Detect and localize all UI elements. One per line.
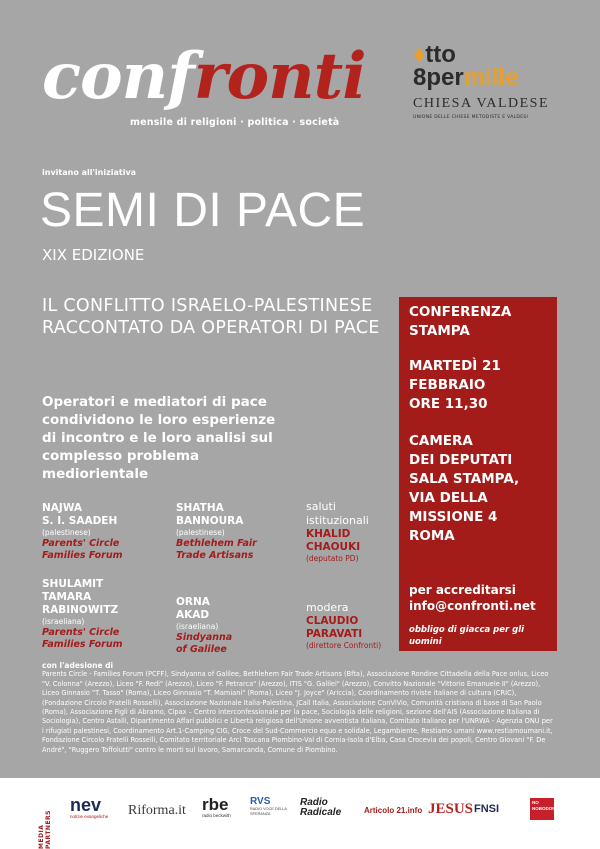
greetings-block: saluti istituzionali KHALID CHAOUKI (deputato PD): [306, 500, 369, 563]
partner-articolo21-logo: Articolo 21.info: [364, 806, 423, 815]
flame-icon: ♦: [413, 41, 426, 68]
invite-text: invitano all'iniziativa: [42, 168, 137, 177]
partner-riforma-logo: Riforma.it: [128, 803, 186, 818]
partner-nobodonne-logo: NO NOBODONNE: [530, 798, 554, 820]
partner-rvs-logo: RVS RADIO VOCE DELLA SPERANZA: [250, 796, 287, 816]
church-subtitle: UNIONE DELLE CHIESE METODISTE E VALDESI: [413, 115, 529, 120]
ottopermille-logo: ♦tto 8permille CHIESA VALDESE UNIONE DELLE CHIESE METODISTE E VALDESI: [413, 41, 550, 120]
logo-tagline: mensile di religioni · politica · società: [130, 117, 340, 128]
partner-fnsi-logo: FNSI: [474, 803, 500, 815]
media-partners-label: MEDIA PARTNERS: [38, 810, 52, 849]
partner-nev-logo: nev notizie evangeliche: [70, 795, 109, 819]
press-title: CONFERENZA STAMPA: [409, 304, 512, 339]
partner-jesus-logo: JESUS: [428, 801, 474, 817]
press-date: MARTEDÌ 21 FEBBRAIO ORE 11,30: [409, 358, 501, 412]
accreditation: per accreditarsi info@confronti.net: [409, 582, 547, 614]
speaker-rabinowitz: SHULAMIT TAMARA RABINOWITZ (israeliana) Parents' Circle Families Forum: [42, 578, 123, 650]
accreditation-email[interactable]: info@confronti.net: [409, 599, 536, 613]
event-edition: XIX EDIZIONE: [42, 246, 145, 264]
adhesion-list: con l'adesione di Parents Circle - Families Forum (PCFF), Sindyanna of Galilee, Bethlehem Fair Trade Artisans (Bfta), Associazione Rondine Cittadella della Pace onlus, Liceo "V. Colonna" (Arezzo), Liceo "F. Redi" (Arezzo), Liceo "F. Petrarca" (Arezzo), ITIS "G. Galilei" (Arezzo), Convitto Nazionale "Vittorio Emanuele II" (Arezzo), Liceo Ginnasio "T. Tasso" (Roma), Liceo Ginnasio "T. Mamiani" (Roma), Liceo "J. Joyce" (Ariccia), Coordinamento riviste italiane di cultura (CRIC), (Fondazione Circolo Fratelli Rosselli), Associazione Nazionale Italia-Palestina, JCall Italia, Associazione ConViVio, Comunità cristiana di base di San Paolo (Roma), Associazione Figli di Abramo, Cipax – Centro interconfessionale per la pace, Sociologia delle religioni, sezione dell'AIS (Associazione Italiana di Sociologia), Centro Astalli, Dipartimento Affari pubblici e Libertà religiosa dell'Unione avventista italiana, Comitato Italiano per l'UNRWA - Agenzia ONU per i rifugiati palestinesi, Coordinamento Art.1-Camping CIG, Croce del Sud-Commercio equo e solidale, Legambiente, Restiamo umani www.restiamoumani.it, Fondazione Circolo Fratelli Rosselli, Comitato territoriale Arci Toscana Piombino-Val di Cornia-Isola d'Elba, Casa Crocevia dei popoli, Centro Giovani "F. De André", "Ruggero Toffolutti" contro le morti sul lavoro, Samarcanda, Comune di Piombino.: [42, 661, 553, 754]
partner-rbe-logo: rbe radio beckwith: [202, 795, 231, 818]
speaker-bannoura: SHATHA BANNOURA (palestinese) Bethlehem Fair Trade Artisans: [176, 502, 257, 561]
event-title: SEMI DI PACE: [40, 184, 366, 237]
press-conference-box: [399, 297, 557, 651]
speaker-saadeh: NAJWA S. I. SAADEH (palestinese) Parents' Circle Families Forum: [42, 502, 123, 561]
church-name: CHIESA VALDESE: [413, 96, 550, 111]
dress-code-note: obbligo di giacca per gli uomini: [409, 625, 525, 647]
event-subtitle: IL CONFLITTO ISRAELO-PALESTINESE RACCONTATO DA OPERATORI DI PACE: [42, 296, 380, 338]
event-intro: Operatori e mediatori di pace condividono le loro esperienze di incontro e le loro analisi sul complesso problema mediorientale: [42, 394, 276, 482]
press-location: CAMERA DEI DEPUTATI SALA STAMPA, VIA DELLA MISSIONE 4 ROMA: [409, 433, 520, 544]
speaker-akad: ORNA AKAD (israeliana) Sindyanna of Galilee: [176, 596, 233, 655]
confronti-logo: confronti: [42, 39, 366, 114]
moderator-block: modera CLAUDIO PARAVATI (direttore Confronti): [306, 601, 382, 650]
partner-radio-radicale-logo: Radio Radicale: [300, 797, 342, 818]
